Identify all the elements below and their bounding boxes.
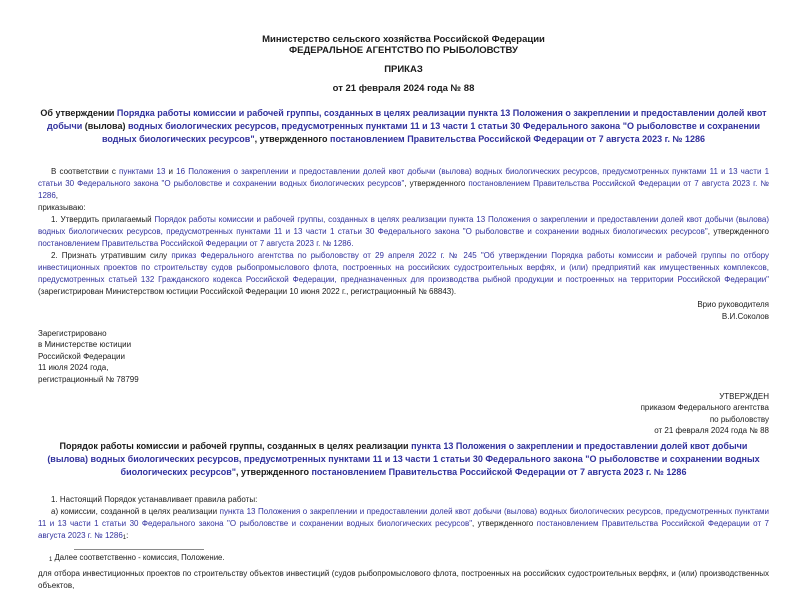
rules-intro-paragraph: 1. Настоящий Порядок устанавливает правила работы: [51,494,258,504]
text-run: 1 [49,556,53,563]
approval-line: УТВЕРЖДЕН [719,391,769,401]
document-link[interactable]: постановлением Правительства Российской Федерации от 7 августа 2023 г. № 1286. [38,238,354,248]
order-main-title [38,107,769,147]
registration-line: Зарегистрировано [38,328,107,338]
document-link[interactable]: пункта 13 Положения о закреплении и предоставлении долей квот добычи (вылова) водных биологических ресурсов, предусмотренных пунктами 11 и 13 части 1 статьи 30 Федерального закона "О рыболовстве и сохранении водных биологических ресурсов" [38,506,769,528]
document-link[interactable]: постановлением Правительства Российской Федерации от 7 августа 2023 г. № 1286 [311,467,687,478]
signature-position: Врио руководителя [697,299,769,309]
approval-block [38,391,769,437]
doc-date-line: от 21 февраля 2024 года № 88 [332,83,475,94]
text-run: 2. Признать утратившим силу [51,250,172,260]
text-run: Порядок работы комиссии и рабочей группы, созданных в целях реализации [59,440,412,451]
preamble-paragraph [38,166,769,202]
document-link[interactable]: постановлением Правительства Российской Федерации от 7 августа 2023 г. № 1286 [38,518,769,540]
text-run: 1 [122,534,127,541]
ministry-line: Министерство сельского хозяйства Российской Федерации [262,34,545,45]
text-run: 1. Утвердить прилагаемый [51,214,155,224]
text-run: (вылова) [84,121,126,132]
registration-line: в Министерстве юстиции [38,340,132,350]
agency-line: ФЕДЕРАЛЬНОЕ АГЕНТСТВО ПО РЫБОЛОВСТВУ [289,45,518,56]
approval-line: по рыболовству [709,414,769,424]
signature-block [38,299,769,323]
approval-line: приказом Федерального агентства [640,403,769,413]
text-run: , утвержденного [236,467,312,478]
document-link[interactable]: Порядка работы комиссии и рабочей группы, созданных в целях реализации пункта 13 Положения о закреплении и предоставлении долей квот добычи [47,108,767,132]
text-run: Об утверждении [40,108,117,118]
registration-line: 11 июля 2024 года, [38,363,109,373]
text-run: Далее соответственно - комиссия, Положение. [52,552,225,562]
order-item-2 [38,250,769,298]
decree-word: приказываю: [38,202,86,212]
text-run: , утвержденного [254,134,331,145]
text-run: , утвержденного [472,518,537,528]
text-run: , утвержденного [404,178,469,188]
registration-block [38,328,769,386]
text-run: а) комиссии, созданной в целях реализации [51,506,220,516]
text-run: , [55,190,59,200]
doc-type-label: ПРИКАЗ [384,64,423,75]
signature-name: В.И.Соколов [721,311,769,321]
document-link[interactable]: 16 Положения о закреплении и предоставлении долей квот добычи (вылова) водных биологических ресурсов, предусмотренных пунктами 11 и 13 части 1 статьи 30 Федерального закона "О рыболовстве и сохранении водных биологических ресурсов" [38,166,770,188]
text-run: : [126,530,129,540]
document-link[interactable]: пунктами 13 [119,166,166,176]
text-run: и [165,166,177,176]
document-header [38,34,769,94]
footnote-text [49,552,769,566]
approval-line: от 21 февраля 2024 года № 88 [654,426,769,436]
document-link[interactable]: водных биологических ресурсов, предусмотренных пунктами 11 и 13 части 1 статьи 30 Федерального закона "О рыболовстве и сохранении водных биологических ресурсов" [101,121,760,145]
order-item-1 [38,214,769,250]
registration-line: регистрационный № 78799 [38,374,139,384]
text-run: В соответствии с [51,166,120,176]
document-link[interactable]: постановлением Правительства Российской Федерации от 7 августа 2023 г. № 1286 [38,178,769,200]
text-run: (зарегистрирован Министерством юстиции Российской Федерации 10 июня 2022 г., регистрационный № 68843). [38,286,457,296]
approved-order-title [38,440,769,480]
document-link[interactable]: приказ Федерального агентства по рыболовству от 29 апреля 2022 г. № 245 "Об утверждении Порядка работы комиссии и рабочей группы по отбору инвестиционных проектов по строительству судов рыбопромыслового флота, построенных на российских судостроительных верфях, и (или) предприятий как имущественных комплексов, предусмотренных статьей 132 Гражданского кодекса Российской Федерации, предназначенных для производства рыбной продукции и построенных на территории Российской Федерации" [38,250,770,284]
document-link[interactable]: постановлением Правительства Российской Федерации от 7 августа 2023 г. № 1286 [330,134,706,145]
rules-item-a [38,506,769,544]
registration-line: Российской Федерации [38,351,125,361]
document-link[interactable]: пункта 13 Положения о закреплении и предоставлении долей квот добычи (вылова) водных биологических ресурсов, предусмотренных пунктами 11 и 13 части 1 статьи 30 Федерального закона "О рыболовстве и сохранении водных биологических ресурсов" [47,440,760,478]
continuation-paragraph: для отбора инвестиционных проектов по строительству объектов инвестиций (судов рыбопромыслового флота, построенных на российских судостроительных верфях, и (или) производственных объектов, [38,568,769,590]
footnote-divider [74,549,204,550]
text-run: , утвержденного [707,226,769,236]
document-link[interactable]: Порядок работы комиссии и рабочей группы, созданных в целях реализации пункта 13 Положения о закреплении и предоставлении долей квот добычи (вылова) водных биологических ресурсов, предусмотренных пунктами 11 и 13 части 1 статьи 30 Федерального закона "О рыболовстве и сохранении водных биологических ресурсов" [38,214,769,236]
